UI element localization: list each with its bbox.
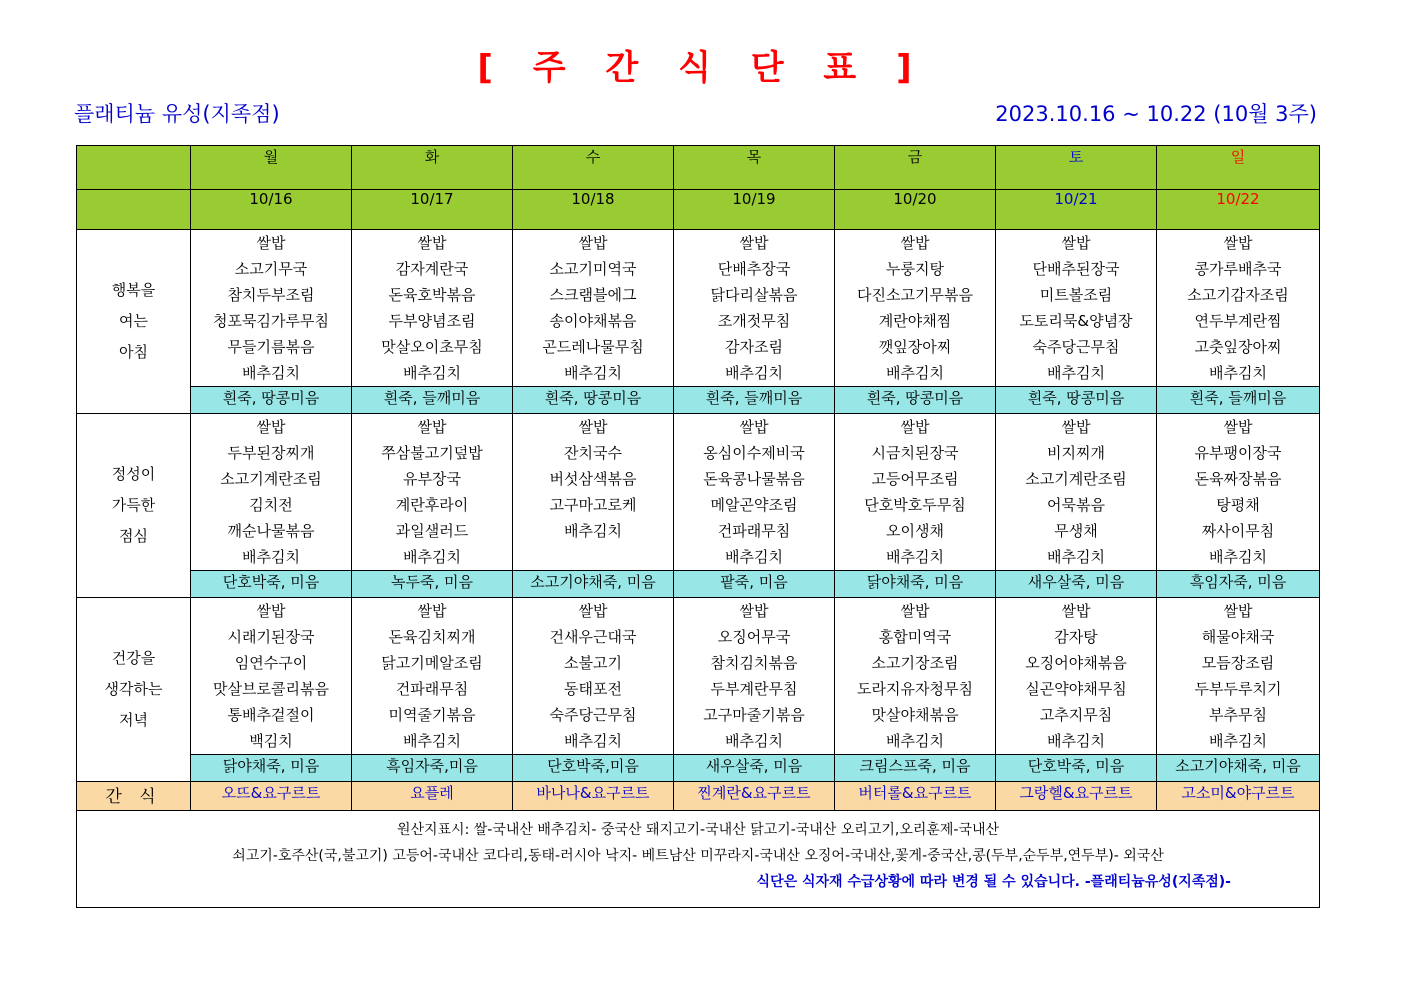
dish-cell	[996, 230, 1157, 387]
dish-item: 소고기미역국	[549, 260, 637, 278]
dish-cell	[1157, 598, 1320, 755]
dish-item: 김치전	[249, 496, 293, 514]
dish-cell	[513, 230, 674, 387]
dish-list	[835, 414, 995, 570]
dish-item: 백김치	[249, 732, 293, 750]
dish-item: 누룽지탕	[886, 260, 944, 278]
dish-item: 오이생채	[886, 522, 944, 540]
dish-item: 송이야채볶음	[549, 312, 637, 330]
dish-item: 배추김치	[725, 364, 783, 382]
dish-item: 콩가루배추국	[1194, 260, 1282, 278]
notes-row	[77, 811, 1320, 908]
dish-cell	[513, 414, 674, 571]
dish-list	[1157, 414, 1319, 570]
dish-item: 배추김치	[242, 548, 300, 566]
dish-list	[835, 598, 995, 754]
dish-item: 계란후라이	[395, 496, 469, 514]
dish-list	[513, 414, 673, 570]
dish-cell	[191, 414, 352, 571]
porridge-item: 크림스프죽, 미음	[835, 755, 996, 782]
weekly-menu-table	[76, 145, 1320, 908]
weekday-wed: 수	[513, 146, 674, 190]
dish-item: 쌀밥	[900, 418, 930, 436]
meals-body	[77, 230, 1320, 782]
date-header-row	[77, 190, 1320, 230]
dish-item: 시금치된장국	[871, 444, 959, 462]
porridge-item: 팥죽, 미음	[674, 571, 835, 598]
weekday-mon: 월	[191, 146, 352, 190]
dish-item: 메알곤약조림	[710, 496, 798, 514]
meal-label-line: 저녁	[119, 711, 148, 729]
dish-list	[996, 230, 1156, 386]
dish-item: 닭다리살볶음	[710, 286, 798, 304]
porridge-item: 녹두죽, 미음	[352, 571, 513, 598]
header-corner	[77, 146, 191, 190]
dish-item: 깨순나물볶음	[227, 522, 315, 540]
weekday-sat: 토	[996, 146, 1157, 190]
dish-item: 두부두루치기	[1194, 680, 1282, 698]
dish-item: 어묵볶음	[1047, 496, 1105, 514]
porridge-item: 흰죽, 땅콩미음	[513, 387, 674, 414]
dish-item: 쌀밥	[739, 418, 769, 436]
dish-cell	[996, 598, 1157, 755]
dish-item: 맛살브로콜리볶음	[213, 680, 329, 698]
dish-item: 두부된장찌개	[227, 444, 315, 462]
dish-item: 두부양념조림	[388, 312, 476, 330]
dish-item: 쌀밥	[1061, 234, 1091, 252]
dish-cell	[996, 414, 1157, 571]
dish-list	[674, 414, 834, 570]
porridge-item: 새우살죽, 미음	[674, 755, 835, 782]
dish-item: 배추김치	[1209, 364, 1267, 382]
dish-item: 미트볼조림	[1039, 286, 1113, 304]
dish-item: 유부팽이장국	[1194, 444, 1282, 462]
meal-label-line: 정성이	[111, 465, 156, 483]
porridge-item: 소고기야채죽, 미음	[1157, 755, 1320, 782]
meal-label-line: 가득한	[111, 496, 156, 514]
porridge-item: 소고기야채죽, 미음	[513, 571, 674, 598]
dish-item: 배추김치	[403, 548, 461, 566]
porridge-item: 흑임자죽,미음	[352, 755, 513, 782]
dish-item: 참치두부조림	[227, 286, 315, 304]
dish-list	[352, 598, 512, 754]
dish-item: 배추김치	[564, 364, 622, 382]
dish-list	[1157, 230, 1319, 386]
dish-item: 소불고기	[564, 654, 622, 672]
dish-cell	[352, 230, 513, 387]
dish-cell	[513, 598, 674, 755]
dish-cell	[352, 598, 513, 755]
dish-item: 배추김치	[886, 732, 944, 750]
dish-item: 과일샐러드	[395, 522, 469, 540]
dish-item: 도라지유자청무침	[857, 680, 973, 698]
dish-list	[835, 230, 995, 386]
dish-item: 쌀밥	[256, 234, 286, 252]
snack-row	[77, 782, 1320, 811]
dish-item: 소고기감자조림	[1187, 286, 1289, 304]
porridge-row-dinner	[77, 755, 1320, 782]
meal-label-breakfast	[77, 230, 191, 414]
dish-list	[191, 230, 351, 386]
dish-item: 닭고기메알조림	[381, 654, 483, 672]
dish-item: 쌀밥	[739, 602, 769, 620]
dish-item: 배추김치	[242, 364, 300, 382]
dish-item: 돈육콩나물볶음	[703, 470, 805, 488]
dish-item: 깻잎장아찌	[878, 338, 952, 356]
porridge-item: 단호박죽, 미음	[996, 755, 1157, 782]
dish-item: 청포묵김가루무침	[213, 312, 329, 330]
dish-item: 유부장국	[403, 470, 461, 488]
porridge-item: 단호박죽, 미음	[191, 571, 352, 598]
dish-list	[674, 230, 834, 386]
dish-item: 조개젓무침	[717, 312, 791, 330]
dish-item: 쌀밥	[1223, 602, 1253, 620]
snack-item: 버터롤&요구르트	[835, 782, 996, 811]
dish-item: 해물야채국	[1201, 628, 1275, 646]
dish-item: 숙주당근무침	[549, 706, 637, 724]
porridge-item: 흰죽, 땅콩미음	[835, 387, 996, 414]
dish-item: 배추김치	[1047, 548, 1105, 566]
weekday-header-row	[77, 146, 1320, 190]
dish-item: 쌀밥	[1061, 602, 1091, 620]
dish-item: 무생채	[1054, 522, 1098, 540]
dish-item: 배추김치	[725, 548, 783, 566]
menu-period: 2023.10.16 ~ 10.22 (10월 3주)	[995, 102, 1317, 126]
dish-item: 쌀밥	[256, 602, 286, 620]
porridge-row-lunch	[77, 571, 1320, 598]
dish-item: 쌀밥	[578, 234, 608, 252]
dish-item: 비지찌개	[1047, 444, 1105, 462]
dish-item: 계란야채찜	[878, 312, 952, 330]
dish-item: 미역줄기볶음	[388, 706, 476, 724]
dish-list	[996, 598, 1156, 754]
menu-change-notice: 식단은 식자재 수급상황에 따라 변경 될 수 있습니다. -플래티늄유성(지족점)-	[756, 874, 1231, 890]
dish-list	[513, 598, 673, 754]
porridge-item: 흰죽, 들깨미음	[352, 387, 513, 414]
dish-item: 쌀밥	[256, 418, 286, 436]
porridge-item: 흰죽, 땅콩미음	[191, 387, 352, 414]
store-name: 플래티늄 유성(지족점)	[74, 102, 280, 126]
meal-label-line: 아침	[119, 343, 148, 361]
dish-cell	[674, 230, 835, 387]
dish-item: 고추지무침	[1039, 706, 1113, 724]
dish-item: 건새우근대국	[549, 628, 637, 646]
porridge-item: 흰죽, 땅콩미음	[996, 387, 1157, 414]
dish-cell	[674, 598, 835, 755]
porridge-item: 닭야채죽, 미음	[191, 755, 352, 782]
meal-label-line: 여는	[119, 312, 148, 330]
dish-item: 시래기된장국	[227, 628, 315, 646]
dish-item: 쌀밥	[900, 602, 930, 620]
dish-item	[513, 544, 673, 570]
dish-cell	[674, 414, 835, 571]
snack-item: 요플레	[352, 782, 513, 811]
dish-item: 다진소고기무볶음	[857, 286, 973, 304]
dish-item: 곤드레나물무침	[542, 338, 644, 356]
dish-item: 두부계란무침	[710, 680, 798, 698]
dish-item: 단배추된장국	[1032, 260, 1120, 278]
snack-item: 찐계란&요구르트	[674, 782, 835, 811]
dish-item: 맛살오이초무침	[381, 338, 483, 356]
porridge-item: 단호박죽,미음	[513, 755, 674, 782]
meal-label-line: 점심	[119, 527, 148, 545]
dish-item: 오징어야채볶음	[1025, 654, 1127, 672]
dish-item: 돈육호박볶음	[388, 286, 476, 304]
dish-item: 쌀밥	[417, 418, 447, 436]
porridge-item: 흰죽, 들깨미음	[1157, 387, 1320, 414]
dish-list	[352, 414, 512, 570]
dish-item: 건파래무침	[717, 522, 791, 540]
dish-cell	[835, 598, 996, 755]
dish-item: 배추김치	[886, 548, 944, 566]
meal-row-lunch	[77, 414, 1320, 571]
dish-item: 무들기름볶음	[227, 338, 315, 356]
dish-cell	[352, 414, 513, 571]
dish-item: 고구마고로케	[549, 496, 637, 514]
meal-label-line: 생각하는	[104, 680, 163, 698]
dish-item: 쌀밥	[900, 234, 930, 252]
dish-item: 옹심이수제비국	[703, 444, 805, 462]
dish-item: 배추김치	[403, 732, 461, 750]
dish-item: 고등어무조림	[871, 470, 959, 488]
snack-label: 간 식	[77, 782, 191, 811]
page-title: [ 주 간 식 단 표 ]	[477, 48, 926, 88]
dish-item: 배추김치	[1209, 548, 1267, 566]
porridge-item: 흰죽, 들깨미음	[674, 387, 835, 414]
dish-item: 소고기무국	[234, 260, 308, 278]
dish-item: 쌀밥	[1061, 418, 1091, 436]
dish-item: 쭈삼불고기덮밥	[381, 444, 483, 462]
snack-item: 그랑헬&요구르트	[996, 782, 1157, 811]
dish-item: 배추김치	[1047, 364, 1105, 382]
dish-item: 홍합미역국	[878, 628, 952, 646]
origin-notice-line-1: 원산지표시: 쌀-국내산 배추김치- 중국산 돼지고기-국내산 닭고기-국내산 오리고기,오리훈제-국내산	[396, 822, 1000, 838]
dish-item: 연두부계란찜	[1194, 312, 1282, 330]
meal-label-lunch	[77, 414, 191, 598]
dish-item: 참치김치볶음	[710, 654, 798, 672]
notes-cell	[77, 811, 1320, 908]
dish-item: 부추무침	[1209, 706, 1267, 724]
dish-item: 고춧잎장아찌	[1194, 338, 1282, 356]
dish-list	[1157, 598, 1319, 754]
dish-cell	[1157, 230, 1320, 387]
dish-item: 맛살야채볶음	[871, 706, 959, 724]
dish-list	[191, 414, 351, 570]
dish-item: 배추김치	[886, 364, 944, 382]
snack-item: 오뜨&요구르트	[191, 782, 352, 811]
dish-item: 쌀밥	[1223, 418, 1253, 436]
meal-row-breakfast	[77, 230, 1320, 387]
dish-item: 단호박호두무침	[864, 496, 966, 514]
dish-item: 건파래무침	[395, 680, 469, 698]
dish-item: 감자계란국	[395, 260, 469, 278]
dish-item: 쌀밥	[578, 602, 608, 620]
date-sun: 10/22	[1157, 190, 1320, 230]
snack-item: 바나나&요구르트	[513, 782, 674, 811]
dish-list	[996, 414, 1156, 570]
dish-item: 쌀밥	[578, 418, 608, 436]
weekday-sun: 일	[1157, 146, 1320, 190]
date-fri: 10/20	[835, 190, 996, 230]
dish-item: 단배추장국	[717, 260, 791, 278]
date-mon: 10/16	[191, 190, 352, 230]
dish-item: 배추김치	[725, 732, 783, 750]
dish-item: 임연수구이	[234, 654, 308, 672]
dish-item: 소고기계란조림	[220, 470, 322, 488]
dish-item: 통배추겉절이	[227, 706, 315, 724]
meal-row-dinner	[77, 598, 1320, 755]
dish-item: 쌀밥	[739, 234, 769, 252]
snack-item: 고소미&야구르트	[1157, 782, 1320, 811]
date-tue: 10/17	[352, 190, 513, 230]
dish-item: 배추김치	[1047, 732, 1105, 750]
weekday-thu: 목	[674, 146, 835, 190]
dish-item: 배추김치	[403, 364, 461, 382]
date-sat: 10/21	[996, 190, 1157, 230]
date-wed: 10/18	[513, 190, 674, 230]
dish-item: 돈육김치찌개	[388, 628, 476, 646]
origin-notice-line-2: 쇠고기-호주산(국,불고기) 고등어-국내산 코다리,동태-러시아 낙지- 베트남산 미꾸라지-국내산 오징어-국내산,꽃게-중국산,콩(두부,순두부,연두부)- 외국산	[232, 848, 1164, 864]
dish-item: 동태포전	[564, 680, 622, 698]
dish-item: 실곤약야채무침	[1025, 680, 1127, 698]
dish-item: 고구마줄기볶음	[703, 706, 805, 724]
dish-item: 도토리묵&양념장	[1019, 312, 1133, 330]
dish-item: 소고기장조림	[871, 654, 959, 672]
dish-item: 돈육짜장볶음	[1194, 470, 1282, 488]
dish-list	[674, 598, 834, 754]
dish-list	[191, 598, 351, 754]
dish-cell	[835, 414, 996, 571]
dish-list	[352, 230, 512, 386]
date-thu: 10/19	[674, 190, 835, 230]
dish-cell	[191, 598, 352, 755]
porridge-item: 흑임자죽, 미음	[1157, 571, 1320, 598]
dish-item: 감자탕	[1054, 628, 1098, 646]
dish-cell	[1157, 414, 1320, 571]
dish-item: 짜사이무침	[1201, 522, 1275, 540]
weekday-fri: 금	[835, 146, 996, 190]
dish-item: 소고기계란조림	[1025, 470, 1127, 488]
dish-item: 쌀밥	[417, 602, 447, 620]
dish-item: 감자조림	[725, 338, 783, 356]
meal-label-line: 건강을	[111, 649, 156, 667]
dish-item: 쌀밥	[1223, 234, 1253, 252]
dish-item: 탕평채	[1216, 496, 1260, 514]
dish-item: 스크램블에그	[549, 286, 637, 304]
porridge-item: 새우살죽, 미음	[996, 571, 1157, 598]
dish-item: 오징어무국	[717, 628, 791, 646]
weekday-tue: 화	[352, 146, 513, 190]
dish-item: 배추김치	[564, 732, 622, 750]
porridge-item: 닭야채죽, 미음	[835, 571, 996, 598]
dish-item: 잔치국수	[564, 444, 622, 462]
dish-item: 배추김치	[564, 522, 622, 540]
porridge-row-breakfast	[77, 387, 1320, 414]
dish-item: 배추김치	[1209, 732, 1267, 750]
header-corner-date	[77, 190, 191, 230]
dish-item: 숙주당근무침	[1032, 338, 1120, 356]
dish-cell	[191, 230, 352, 387]
meal-label-dinner	[77, 598, 191, 782]
dish-item: 모듬장조림	[1201, 654, 1275, 672]
dish-item: 버섯삼색볶음	[549, 470, 637, 488]
dish-list	[513, 230, 673, 386]
meal-label-line: 행복을	[111, 281, 156, 299]
dish-cell	[835, 230, 996, 387]
dish-item: 쌀밥	[417, 234, 447, 252]
